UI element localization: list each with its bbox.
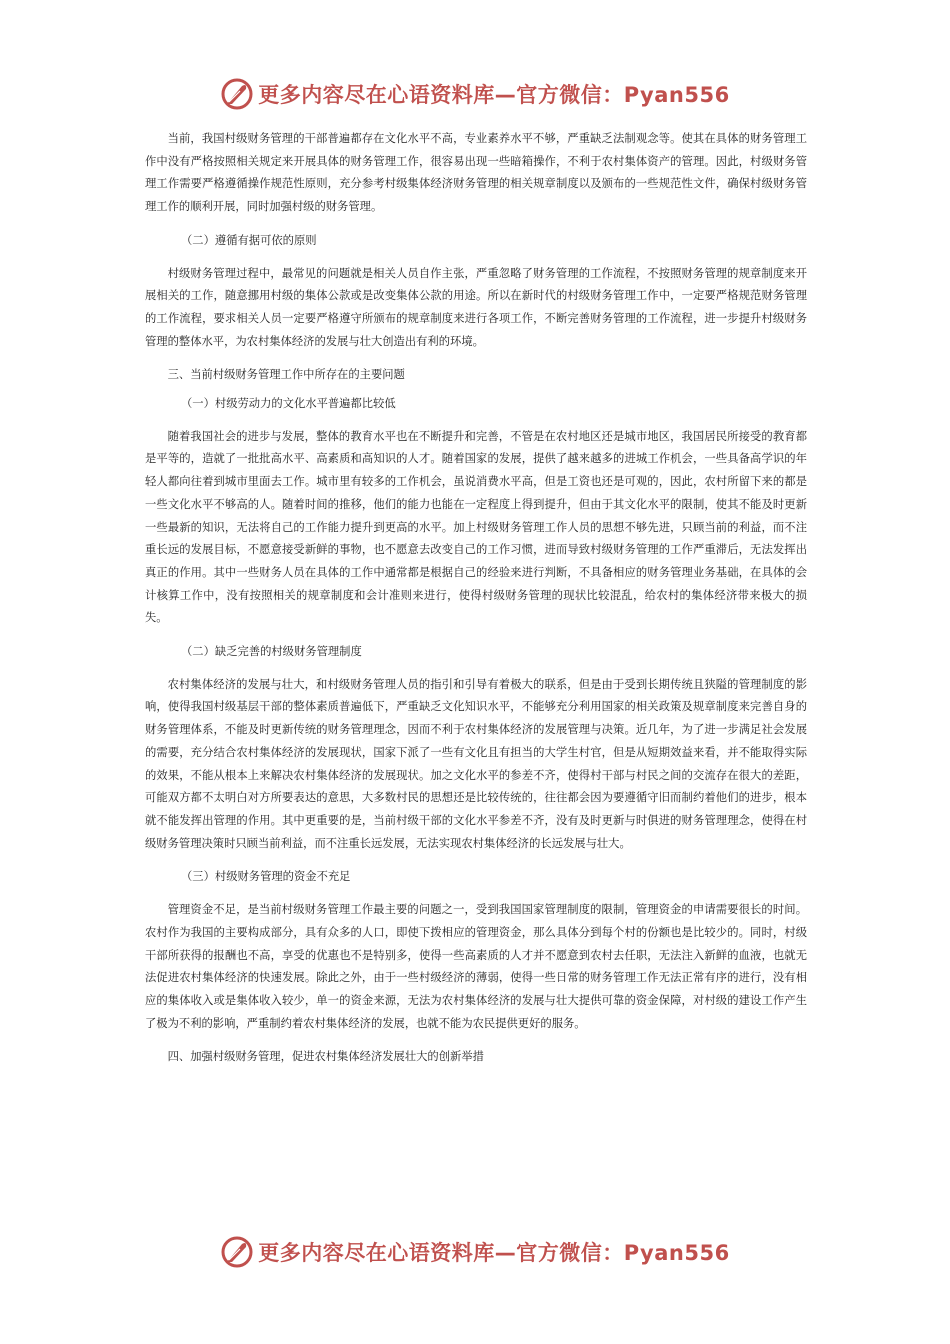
section-heading: （二）遵循有据可依的原则: [181, 233, 317, 247]
section-heading: （三）村级财务管理的资金不充足: [181, 870, 351, 884]
paragraph: 当前，我国村级财务管理的干部普遍都存在文化水平不高，专业素养水平不够，严重缺乏法制观念等。使其在具体的财务管理工作中没有严格按照相关规定来开展具体的财务管理工作，很容易出现一些暗箱操作，不利于农村集体资产的管理。因此，村级财务管理工作需要严格遵循操作规范性原则，充分参考村级集体经济财务管理的相关规章制度以及颁布的一些规范性文件，确保村级财务管理工作的顺利开展，同时加强村级的财务管理。: [145, 132, 807, 214]
banner-text: 更多内容尽在心语资料库—官方微信：Pyan556: [258, 83, 730, 107]
feather-logo-icon: [220, 77, 254, 111]
feather-logo-icon: [220, 1235, 254, 1269]
banner-text: 更多内容尽在心语资料库—官方微信：Pyan556: [258, 1241, 730, 1265]
section-heading: （一）村级劳动力的文化水平普遍都比较低: [181, 397, 396, 411]
paragraph: 管理资金不足，是当前村级财务管理工作最主要的问题之一，受到我国国家管理制度的限制，管理资金的申请需要很长的时间。农村作为我国的主要构成部分，具有众多的人口，即使下拨相应的管理资金，那么具体分到每个村的份额也是比较少的。同时，村级干部所获得的报酬也不高，享受的优惠也不是特别多，使得一些高素质的人才并不愿意到农村去任职，无法注入新鲜的血液，也就无法促进农村集体经济的快速发展。除此之外，由于一些村级经济的薄弱，使得一些日常的财务管理工作无法正常有序的进行，没有相应的集体收入或是集体收入较少，单一的资金来源，无法为农村集体经济的发展与壮大提供可靠的资金保障，对村级的建设工作产生了极为不利的影响，严重制约着农村集体经济的发展，也就不能为农民提供更好的服务。: [145, 903, 807, 1030]
section-heading: 四、加强村级财务管理，促进农村集体经济发展壮大的创新举措: [167, 1050, 484, 1064]
section-heading: 三、当前村级财务管理工作中所存在的主要问题: [167, 368, 405, 382]
paragraph: 村级财务管理过程中，最常见的问题就是相关人员自作主张，严重忽略了财务管理的工作流程，不按照财务管理的规章制度来开展相关的工作，随意挪用村级的集体公款或是改变集体公款的用途。所以在新时代的村级财务管理工作中，一定要严格规范财务管理的工作流程，要求相关人员一定要严格遵守所颁布的规章制度来进行各项工作，不断完善财务管理的工作流程，进一步提升村级财务管理的整体水平，为农村集体经济的发展与壮大创造出有利的环境。: [145, 266, 807, 348]
paragraph: 农村集体经济的发展与壮大，和村级财务管理人员的指引和引导有着极大的联系，但是由于受到长期传统且狭隘的管理制度的影响，使得我国村级基层干部的整体素质普遍低下，严重缺乏文化知识水平，不能够充分利用国家的相关政策及规章制度来完善自身的财务管理体系，不能及时更新传统的财务管理理念，因而不利于农村集体经济的发展管理与决策。近几年，为了进一步满足社会发展的需要，充分结合农村集体经济的发展现状，国家下派了一些有文化且有担当的大学生村官，但是从短期效益来看，并不能取得实际的效果，不能从根本上来解决农村集体经济的发展现状。加之文化水平的参差不齐，使得村干部与村民之间的交流存在很大的差距，可能双方都不太明白对方所要表达的意思，大多数村民的思想还是比较传统的，往往都会因为要遵循守旧而制约着他们的进步，根本就不能发挥出管理的作用。其中更重要的是，当前村级干部的文化水平参差不齐，没有及时更新与时俱进的财务管理理念，使得在村级财务管理决策时只顾当前利益，而不注重长远发展，无法实现农村集体经济的长远发展与壮大。: [145, 677, 807, 850]
document-body: [145, 128, 807, 1069]
header-banner: [0, 74, 950, 114]
paragraph: 随着我国社会的进步与发展，整体的教育水平也在不断提升和完善，不管是在农村地区还是城市地区，我国居民所接受的教育都是平等的，造就了一批批高水平、高素质和高知识的人才。随着国家的发展，提供了越来越多的进城工作机会，一些具备高学识的年轻人都向往着到城市里面去工作。城市里有较多的工作机会，虽说消费水平高，但是工资也还是可观的，因此，农村所留下来的都是一些文化水平不够高的人。随着时间的推移，他们的能力也能在一定程度上得到提升，但由于其文化水平的限制，使其不能及时更新一些最新的知识，无法将自己的工作能力提升到更高的水平。加上村级财务管理工作人员的思想不够先进，只顾当前的利益，而不注重长远的发展目标，不愿意接受新鲜的事物，也不愿意去改变自己的工作习惯，进而导致村级财务管理的工作严重滞后，无法发挥出真正的作用。其中一些财务人员在具体的工作中通常都是根据自己的经验来进行判断，不具备相应的财务管理业务基础，在具体的会计核算工作中，没有按照相关的规章制度和会计准则来进行，使得村级财务管理的现状比较混乱，给农村的集体经济带来极大的损失。: [145, 429, 807, 625]
section-heading: （二）缺乏完善的村级财务管理制度: [181, 645, 362, 659]
footer-banner: [0, 1232, 950, 1272]
